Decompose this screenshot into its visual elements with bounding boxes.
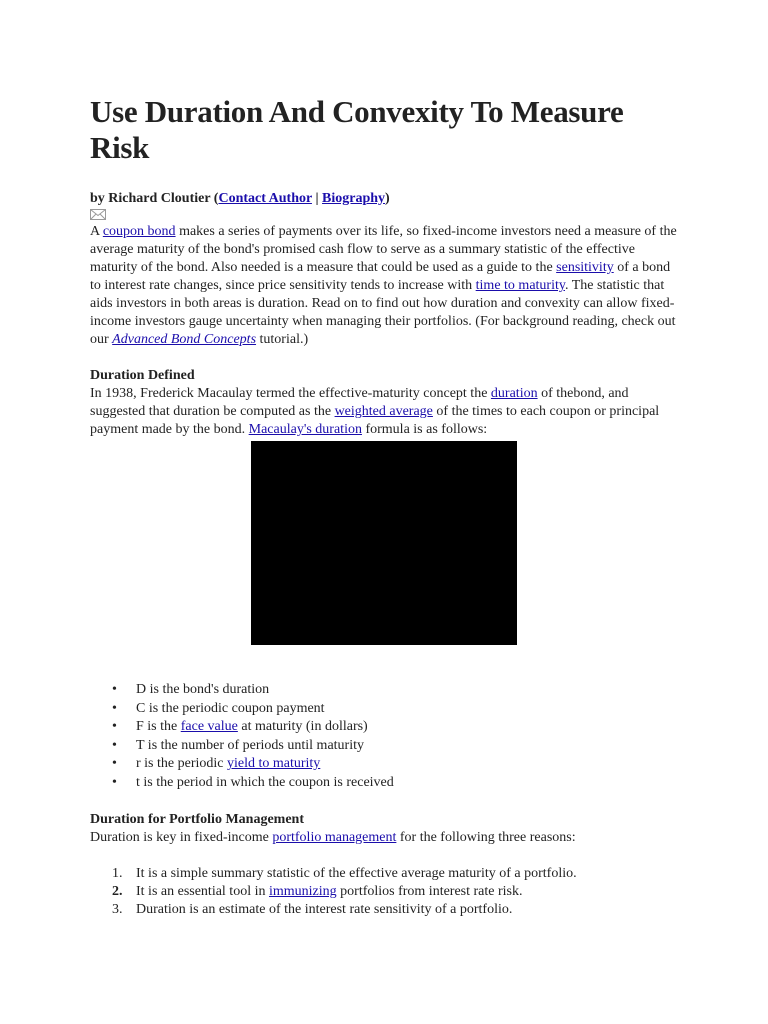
list-number: 3. <box>112 902 123 918</box>
list-item-text: T is the number of periods until maturity <box>136 737 364 753</box>
bullet: • <box>112 756 117 772</box>
list-item-text: F is the <box>136 719 181 735</box>
article <box>90 94 680 920</box>
duration-link[interactable]: duration <box>490 386 538 401</box>
advanced-bond-concepts-link[interactable]: Advanced Bond Concepts <box>112 332 257 347</box>
list-item <box>112 901 680 919</box>
intro-text-3: of a bond to interest rate changes, since price sensitivity tends to increase with <box>90 260 671 293</box>
coupon-bond-link[interactable]: coupon bond <box>102 224 176 239</box>
intro-text-5: tutorial.) <box>256 332 309 347</box>
byline-author: by Richard Cloutier ( <box>90 191 219 206</box>
list-item-text: t is the period in which the coupon is received <box>136 774 394 790</box>
email-icon[interactable] <box>90 209 106 220</box>
list-item-text: Duration is an estimate of the interest rate sensitivity of a portfolio. <box>136 902 513 918</box>
list-item <box>112 883 680 901</box>
s1-text-3: of the times to each coupon or principal payment made by the bond. <box>90 404 660 437</box>
article-title: Use Duration And Convexity To Measure Risk <box>90 94 624 165</box>
list-item-text: C is the periodic coupon payment <box>136 700 325 716</box>
contact-author-link[interactable]: Contact Author <box>218 191 312 206</box>
s1-text-4: formula is as follows: <box>361 422 488 437</box>
list-number: 1. <box>112 865 123 881</box>
byline-suffix: ) <box>385 191 390 206</box>
s2-text-2: for the following three reasons: <box>396 829 576 845</box>
portfolio-management-link[interactable]: portfolio management <box>272 829 397 845</box>
intro-text-1: A <box>90 224 103 239</box>
bullet: • <box>112 682 117 697</box>
list-item-text-after: portfolios from interest rate risk. <box>336 883 523 899</box>
list-item <box>112 774 680 793</box>
reasons-list <box>90 865 680 920</box>
bullet: • <box>112 774 117 790</box>
duration-defined-heading: Duration Defined <box>90 368 195 383</box>
sensitivity-link[interactable]: sensitivity <box>556 260 614 275</box>
duration-defined-paragraph <box>90 385 680 439</box>
list-item <box>112 718 680 737</box>
byline-separator: | <box>311 191 323 206</box>
list-item-text: D is the bond's duration <box>136 682 270 697</box>
bullet: • <box>112 719 117 735</box>
intro-text-4: . The statistic that aids investors in both areas is duration. Read on to find out how duration and convexity can allow fixed-income investors gauge uncertainty when managing their portfolios. (For background reading, check out our <box>90 278 676 347</box>
time-to-maturity-link[interactable]: time to maturity <box>475 278 565 293</box>
face-value-link[interactable]: face value <box>180 719 238 735</box>
portfolio-management-paragraph <box>90 829 680 847</box>
list-item <box>112 865 680 883</box>
list-number: 2. <box>112 883 123 899</box>
s2-text-1: Duration is key in fixed-income <box>90 829 273 845</box>
s1-text-1: In 1938, Frederick Macaulay termed the effective-maturity concept the <box>90 386 491 401</box>
intro-text-2: makes a series of payments over its life, so fixed-income investors need a measure of the average maturity of the bond's promised cash flow to serve as a summary statistic of the effective maturity of the bond. Also needed is a measure that could be used as a guide to the <box>90 224 677 275</box>
list-item-text: r is the periodic <box>136 756 227 772</box>
bullet: • <box>112 700 117 716</box>
biography-link[interactable]: Biography <box>322 191 386 206</box>
macaulay-formula-image <box>251 441 517 645</box>
list-item <box>112 681 680 700</box>
list-item <box>112 737 680 756</box>
immunizing-link[interactable]: immunizing <box>268 883 337 899</box>
yield-to-maturity-link[interactable]: yield to maturity <box>226 756 321 772</box>
intro-paragraph <box>90 223 680 349</box>
byline <box>90 190 680 208</box>
weighted-average-link[interactable]: weighted average <box>334 404 433 419</box>
portfolio-management-heading: Duration for Portfolio Management <box>90 811 304 827</box>
s1-text-2: of thebond, and suggested that duration be computed as the <box>90 386 629 419</box>
list-item-text: It is a simple summary statistic of the effective average maturity of a portfolio. <box>136 865 577 881</box>
macaulays-duration-link[interactable]: Macaulay's duration <box>248 422 362 437</box>
list-item <box>112 700 680 719</box>
bullet: • <box>112 737 117 753</box>
variable-list <box>90 681 680 793</box>
list-item-text-after: at maturity (in dollars) <box>237 719 368 735</box>
list-item <box>112 755 680 774</box>
list-item-text: It is an essential tool in <box>136 883 269 899</box>
